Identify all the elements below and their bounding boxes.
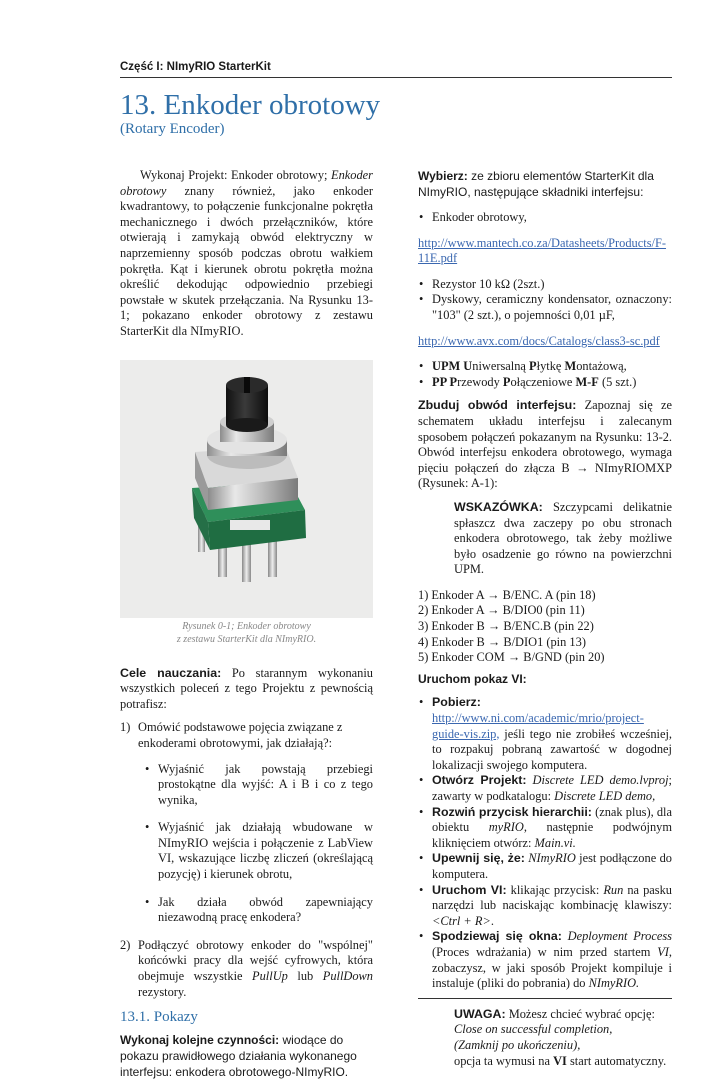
goal-2-text-e: rezystory. <box>138 984 187 999</box>
pin-item: 2) Enkoder A → B/DIO0 (pin 11) <box>418 603 585 618</box>
chapter-title: 13. Enkoder obrotowy <box>120 89 381 121</box>
warning-note <box>418 1007 672 1069</box>
step-open-project <box>418 773 672 804</box>
step-expand <box>418 805 672 852</box>
step-check-device: NImyRIO <box>528 851 576 866</box>
upm-f: ontażową, <box>576 359 627 374</box>
upm-d: łytkę <box>536 359 565 374</box>
goal-2-text-c: lub <box>287 969 323 984</box>
caption-line-1: Rysunek 0-1; Enkoder obrotowy <box>182 620 311 632</box>
step-expand-text-2: , następnie podwójnym kliknięciem otwórz: <box>432 820 672 850</box>
demo-paragraph <box>120 1032 373 1080</box>
goal-2-pullup: PullUp <box>252 969 288 984</box>
step-expect-label: Spodziewaj się okna: <box>432 929 562 944</box>
header-rule <box>120 77 672 78</box>
right-column <box>418 168 672 1069</box>
figure-caption <box>120 620 373 646</box>
step-expect-text-1: (Proces wdrażania) w nim przed startem <box>432 944 658 959</box>
step-expect-device: NImyRIO. <box>588 976 640 991</box>
datasheet-link-encoder[interactable]: http://www.mantech.co.za/Datasheets/Products/F-11E.pdf <box>418 235 666 266</box>
sub-item-3 <box>144 895 373 926</box>
component-encoder <box>418 210 672 226</box>
warning-vi: VI <box>553 1053 567 1068</box>
goals-text: Po starannym wykonaniu wszystkich poleceń z tego Projektu z pewnością potrafisz: <box>120 665 374 711</box>
sub-item-1 <box>144 762 373 809</box>
goal-number-2: 2) <box>120 937 131 952</box>
build-label: Zbuduj obwód interfejsu: <box>418 398 577 413</box>
rotary-encoder-image <box>120 360 373 618</box>
pp-f: (5 szt.) <box>598 374 637 389</box>
demo-label: Wykonaj kolejne czynności: <box>120 1032 280 1047</box>
goals-list <box>120 720 373 1000</box>
pp-c: P <box>502 374 511 389</box>
step-run-label: Uruchom VI: <box>432 882 507 897</box>
step-run-text-1: klikając przycisk: <box>506 882 604 897</box>
goal-2-text-a: Podłączyć obrotowy enkoder do "wspólnej" końcówki pracy dla wejść cyfrowych, która obejmuje wszystkie <box>138 937 373 984</box>
step-run-text-3: . <box>490 913 494 928</box>
goals-paragraph <box>120 666 373 713</box>
warning-text: Możesz chcieć wybrać opcję: <box>505 1006 655 1021</box>
step-download <box>418 695 672 773</box>
component-encoder-text: Enkoder obrotowy, <box>432 210 527 224</box>
warning-option-pl: (Zamknij po ukończeniu), <box>454 1037 581 1052</box>
upm-e: M <box>564 359 577 374</box>
pin-item: 3) Enkoder B → B/ENC.B (pin 22) <box>418 619 594 634</box>
sub-item-2-text: Wyjaśnić jak działają wbudowane w NImyRIO wejścia i połączenie z LabView VI, wskazujące liczbę zliczeń (określającą pozycję) i kierunek obrotu, <box>158 820 373 882</box>
intro-text-c: znany również, jako enkoder kwadrantowy, to połączenie funkcjonalne pokrętła mechanicznego i dwóch przełączników, które otwierają i zamykają obwód elektryczny w naprzemienny sposób podczas obrotu wałkiem pokrętła. Kąt i kierunek obrotu pokrętła można określić dekodując odpowiednio przebiegi powstałe w skutek przełączania. Na Rysunku 13-1; pokazano enkoder obrotowy z zestawu StarterKit dla NImyRIO. <box>120 183 373 338</box>
step-expect-vi: VI <box>657 944 669 959</box>
sub-item-1-text: Wyjaśnić jak powstają przebiegi prostokątne dla wyjść: A i B i co z tego wynika, <box>158 761 373 807</box>
warning-label: UWAGA: <box>454 1006 506 1021</box>
goal-2-pulldown: PullDown <box>322 969 374 984</box>
tip-paragraph <box>418 500 672 578</box>
pp-e: M-F <box>575 374 599 389</box>
sub-item-3-text: Jak działa obwód zapewniający niezawodną pracę enkodera? <box>158 894 373 925</box>
components-list <box>418 210 672 226</box>
pin-item: 4) Enkoder B → B/DIO1 (pin 13) <box>418 634 586 649</box>
tip-label: WSKAZÓWKA: <box>454 499 543 514</box>
component-capacitor-text: Dyskowy, ceramiczny kondensator, oznaczony: "103" (2 szt.), o pojemności 0,01 µF, <box>432 292 672 322</box>
rotary-encoder-photo <box>120 360 373 618</box>
components-list-3 <box>418 359 672 390</box>
goal-item-1 <box>120 720 373 926</box>
components-list-2 <box>418 277 672 324</box>
pin-item: 5) Enkoder COM → B/GND (pin 20) <box>418 650 605 665</box>
chapter-subtitle: (Rotary Encoder) <box>120 121 225 137</box>
goal-sublist <box>144 762 373 926</box>
step-expect-text-2: , zobaczysz, w jaki sposób Projekt kompiluje i instaluje (pliki do pobrania) do <box>432 944 672 991</box>
select-paragraph <box>418 168 672 200</box>
intro-term: Enkoder obrotowy <box>120 168 373 198</box>
step-check-text: jest podłączone do komputera. <box>432 851 672 881</box>
caption-line-2: z zestawu StarterKit dla NImyRIO. <box>176 633 317 645</box>
goal-number-1: 1) <box>120 720 131 735</box>
step-expect-window: Deployment Process <box>567 929 672 944</box>
select-text: ze zbioru elementów StarterKit dla NImyRIO, następujące składniki interfejsu: <box>418 169 654 199</box>
component-resistor-text: Rezystor 10 kΩ (2szt.) <box>432 276 545 291</box>
left-column <box>120 168 373 1080</box>
step-expand-text-1: (znak plus), dla obiektu <box>432 804 673 835</box>
pin-item: 1) Enkoder A → B/ENC. A (pin 18) <box>418 587 596 602</box>
select-label: Wybierz: <box>418 169 468 183</box>
sub-item-2 <box>144 820 373 882</box>
step-download-text: jeśli tego nie zrobiłeś wcześniej, to rozpakuj pobraną zawartość w dogodnej lokalizacji swojego komputera. <box>432 726 672 772</box>
running-head: Część I: NImyRIO StarterKit <box>120 61 271 73</box>
step-open-folder: Discrete LED demo, <box>554 789 656 803</box>
component-resistor <box>418 277 672 293</box>
pp-b: rzewody <box>457 374 503 389</box>
pp-d: ołączeniowe <box>510 374 576 389</box>
warning-effect-a: opcja ta wymusi na <box>454 1053 554 1068</box>
step-download-label: Pobierz: <box>432 695 481 710</box>
warning-effect-b: start automatyczny. <box>566 1053 667 1068</box>
step-run-button: Run <box>603 882 624 897</box>
run-steps <box>418 695 672 991</box>
upm-b: niwersalną <box>472 359 530 374</box>
step-expand-target: myRIO <box>488 820 524 835</box>
step-run-text-2: na pasku narzędzi lub naciskając kombinację klawiszy: <box>432 882 672 913</box>
step-open-file: Discrete LED demo.lvproj <box>532 773 669 788</box>
step-open-label: Otwórz Projekt: <box>432 773 527 788</box>
upm-c: P <box>529 359 537 374</box>
pp-a: PP P <box>432 374 458 389</box>
component-pp <box>418 375 672 391</box>
step-expand-vi: Main.vi. <box>534 835 576 850</box>
step-check <box>418 851 672 882</box>
step-check-label: Upewnij się, że: <box>432 851 525 866</box>
build-text: Zapoznaj się ze schematem układu interfejsu i zalecanym sposobem połączeń pokazanym na Rysunku: 13-2. Obwód interfejsu enkodera obrotowego, wymaga pięciu połączeń do złącza B → NImyRIOMXP (Rysunek: A-1): <box>418 398 672 491</box>
upm-a: UPM U <box>432 359 473 374</box>
step-expand-label: Rozwiń przycisk hierarchii: <box>432 804 592 819</box>
step-run-shortcut: <Ctrl + R> <box>432 913 491 928</box>
component-capacitor <box>418 292 672 323</box>
run-heading: Uruchom pokaz VI: <box>418 671 527 686</box>
project-guide-link[interactable]: http://www.ni.com/academic/mrio/project-guide-vis.zip, <box>432 711 644 741</box>
demo-text: wiodące do pokazu prawidłowego działania wykonanego interfejsu: enkodera obrotowego-NImyRIO. <box>120 1032 357 1079</box>
section-divider <box>418 998 672 999</box>
intro-text-a: Wykonaj Projekt: Enkoder obrotowy; <box>140 168 332 182</box>
component-upm <box>418 359 672 375</box>
warning-option-en: Close on successful completion, <box>454 1022 613 1037</box>
goals-label: Cele nauczania: <box>120 665 222 680</box>
pin-list <box>418 588 672 666</box>
build-paragraph <box>418 398 672 492</box>
step-open-text: ; zawarty w podkatalogu: <box>432 773 672 803</box>
tip-text: Szczypcami delikatnie spłaszcz dwa zaczepy po obu stronach enkodera obrotowego, tak żeby możliwe było osadzenie go równo na powierzchni UPM. <box>454 499 672 577</box>
goal-item-2 <box>120 938 373 1000</box>
goal-text-1: Omówić podstawowe pojęcia związane z enkoderami obrotowymi, jak działają?: <box>138 720 343 750</box>
intro-paragraph <box>120 168 373 340</box>
section-heading: 13.1. Pokazy <box>120 1009 198 1026</box>
datasheet-link-capacitor[interactable]: http://www.avx.com/docs/Catalogs/class3-sc.pdf <box>418 333 660 348</box>
step-run <box>418 883 672 930</box>
step-expect <box>418 929 672 991</box>
